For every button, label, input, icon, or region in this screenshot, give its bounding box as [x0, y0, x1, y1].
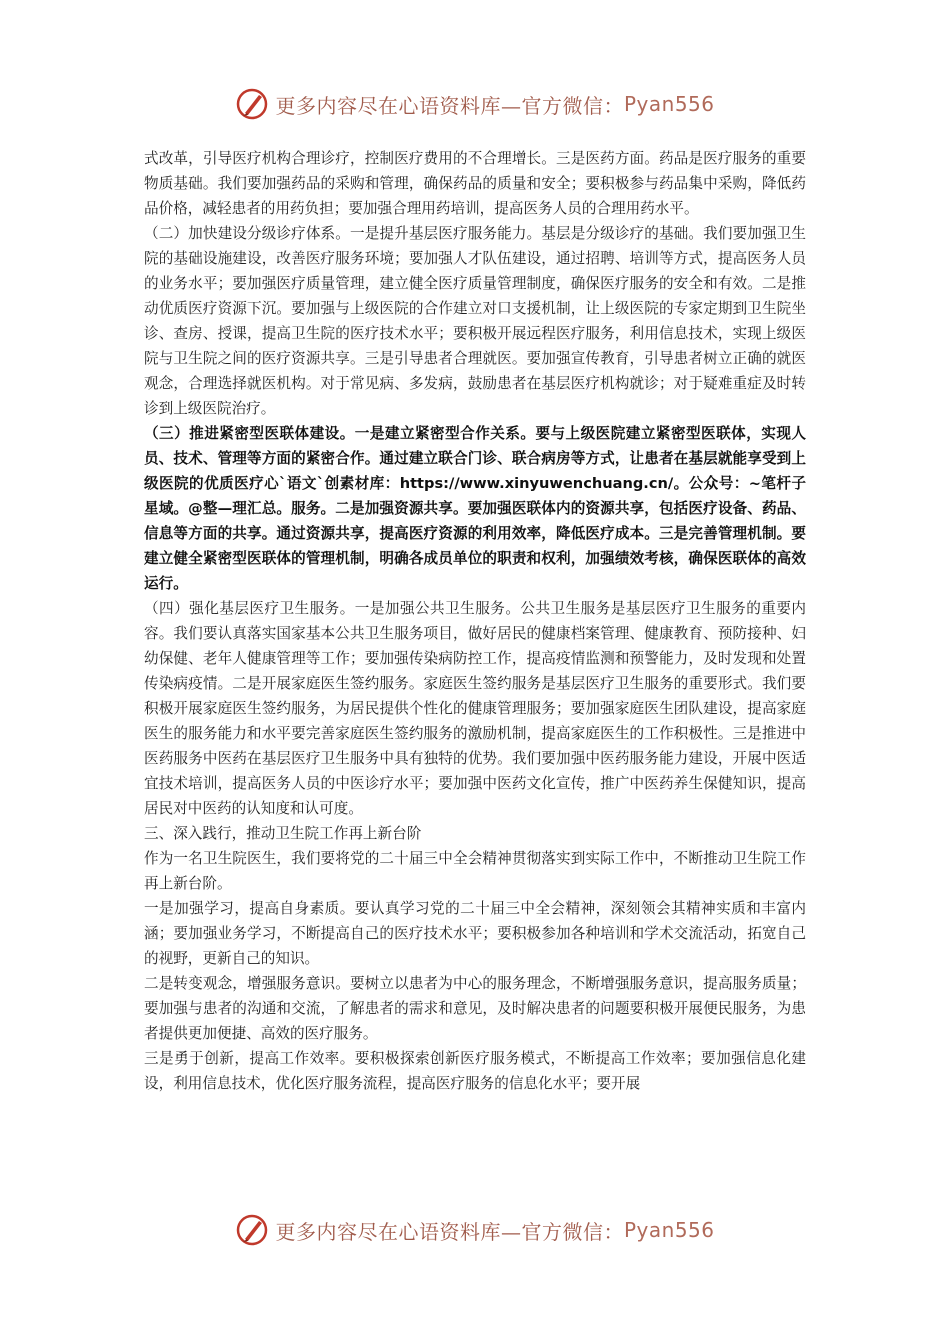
banner-text: 更多内容尽在心语资料库—官方微信：	[275, 1219, 624, 1244]
banner-text: 更多内容尽在心语资料库—官方微信：	[275, 93, 624, 118]
paragraph: 三是勇于创新，提高工作效率。要积极探索创新医疗服务模式，不断提高工作效率；要加强信息化建设，利用信息技术，优化医疗服务流程，提高医疗服务的信息化水平；要开展	[144, 1050, 806, 1092]
paragraph: 作为一名卫生院医生，我们要将党的二十届三中全会精神贯彻落实到实际工作中，不断推动卫生院工作再上新台阶。	[144, 850, 806, 892]
paragraph: （二）加快建设分级诊疗体系。一是提升基层医疗服务能力。基层是分级诊疗的基础。我们要加强卫生院的基础设施建设，改善医疗服务环境；要加强人才队伍建设，通过招聘、培训等方式，提高医务人员的业务水平；要加强医疗质量管理，建立健全医疗质量管理制度，确保医疗服务的安全和有效。二是推动优质医疗资源下沉。要加强与上级医院的合作建立对口支援机制，让上级医院的专家定期到卫生院坐诊、查房、授课，提高卫生院的医疗技术水平；要积极开展远程医疗服务，利用信息技术，实现上级医院与卫生院之间的医疗资源共享。三是引导患者合理就医。要加强宣传教育，引导患者树立正确的就医观念，合理选择就医机构。对于常见病、多发病，鼓励患者在基层医疗机构就诊；对于疑难重症及时转诊到上级医院治疗。	[144, 225, 806, 417]
paragraph: （四）强化基层医疗卫生服务。一是加强公共卫生服务。公共卫生服务是基层医疗卫生服务的重要内容。我们要认真落实国家基本公共卫生服务项目，做好居民的健康档案管理、健康教育、预防接种、妇幼保健、老年人健康管理等工作；要加强传染病防控工作，提高疫情监测和预警能力，及时发现和处置传染病疫情。二是开展家庭医生签约服务。家庭医生签约服务是基层医疗卫生服务的重要形式。我们要积极开展家庭医生签约服务，为居民提供个性化的健康管理服务；要加强家庭医生团队建设，提高家庭医生的服务能力和水平要完善家庭医生签约服务的激励机制，提高家庭医生的工作积极性。三是推进中医药服务中医药在基层医疗卫生服务中具有独特的优势。我们要加强中医药服务能力建设，开展中医适宜技术培训，提高医务人员的中医诊疗水平；要加强中医药文化宣传，推广中医药养生保健知识，提高居民对中医药的认知度和认可度。	[144, 600, 806, 817]
banner-wechat-id: Pyan556	[623, 92, 715, 116]
banner-wechat-id: Pyan556	[623, 1218, 715, 1242]
paragraph: 式改革，引导医疗机构合理诊疗，控制医疗费用的不合理增长。三是医药方面。药品是医疗服务的重要物质基础。我们要加强药品的采购和管理，确保药品的质量和安全；要积极参与药品集中采购，降低药品价格，减轻患者的用药负担；要加强合理用药培训，提高医务人员的合理用药水平。	[144, 150, 806, 217]
paragraph-bold: （三）推进紧密型医联体建设。一是建立紧密型合作关系。要与上级医院建立紧密型医联体，实现人员、技术、管理等方面的紧密合作。通过建立联合门诊、联合病房等方式，让患者在基层就能享受到上级医院的优质医疗心`语文`创素材库：https://www.xinyuwenchuang.cn/。公众号：~笔杆子星域。@整—理汇总。服务。二是加强资源共享。要加强医联体内的资源共享，包括医疗设备、药品、信息等方面的共享。通过资源共享，提高医疗资源的利用效率，降低医疗成本。三是完善管理机制。要建立健全紧密型医联体的管理机制，明确各成员单位的职责和权利，加强绩效考核，确保医联体的高效运行。	[144, 425, 806, 592]
document-body	[144, 146, 806, 1096]
paragraph: 一是加强学习，提高自身素质。要认真学习党的二十届三中全会精神，深刻领会其精神实质和丰富内涵；要加强业务学习，不断提高自己的医疗技术水平；要积极参加各种培训和学术交流活动，拓宽自己的视野，更新自己的知识。	[144, 900, 806, 967]
brush-logo-icon	[235, 87, 269, 121]
paragraph: 二是转变观念，增强服务意识。要树立以患者为中心的服务理念，不断增强服务意识，提高服务质量；要加强与患者的沟通和交流，了解患者的需求和意见，及时解决患者的问题要积极开展便民服务，为患者提供更加便捷、高效的医疗服务。	[144, 975, 806, 1042]
header-banner	[0, 84, 950, 124]
section-heading: 三、深入践行，推动卫生院工作再上新台阶	[144, 825, 422, 842]
brush-logo-icon	[235, 1213, 269, 1247]
footer-banner	[0, 1210, 950, 1250]
